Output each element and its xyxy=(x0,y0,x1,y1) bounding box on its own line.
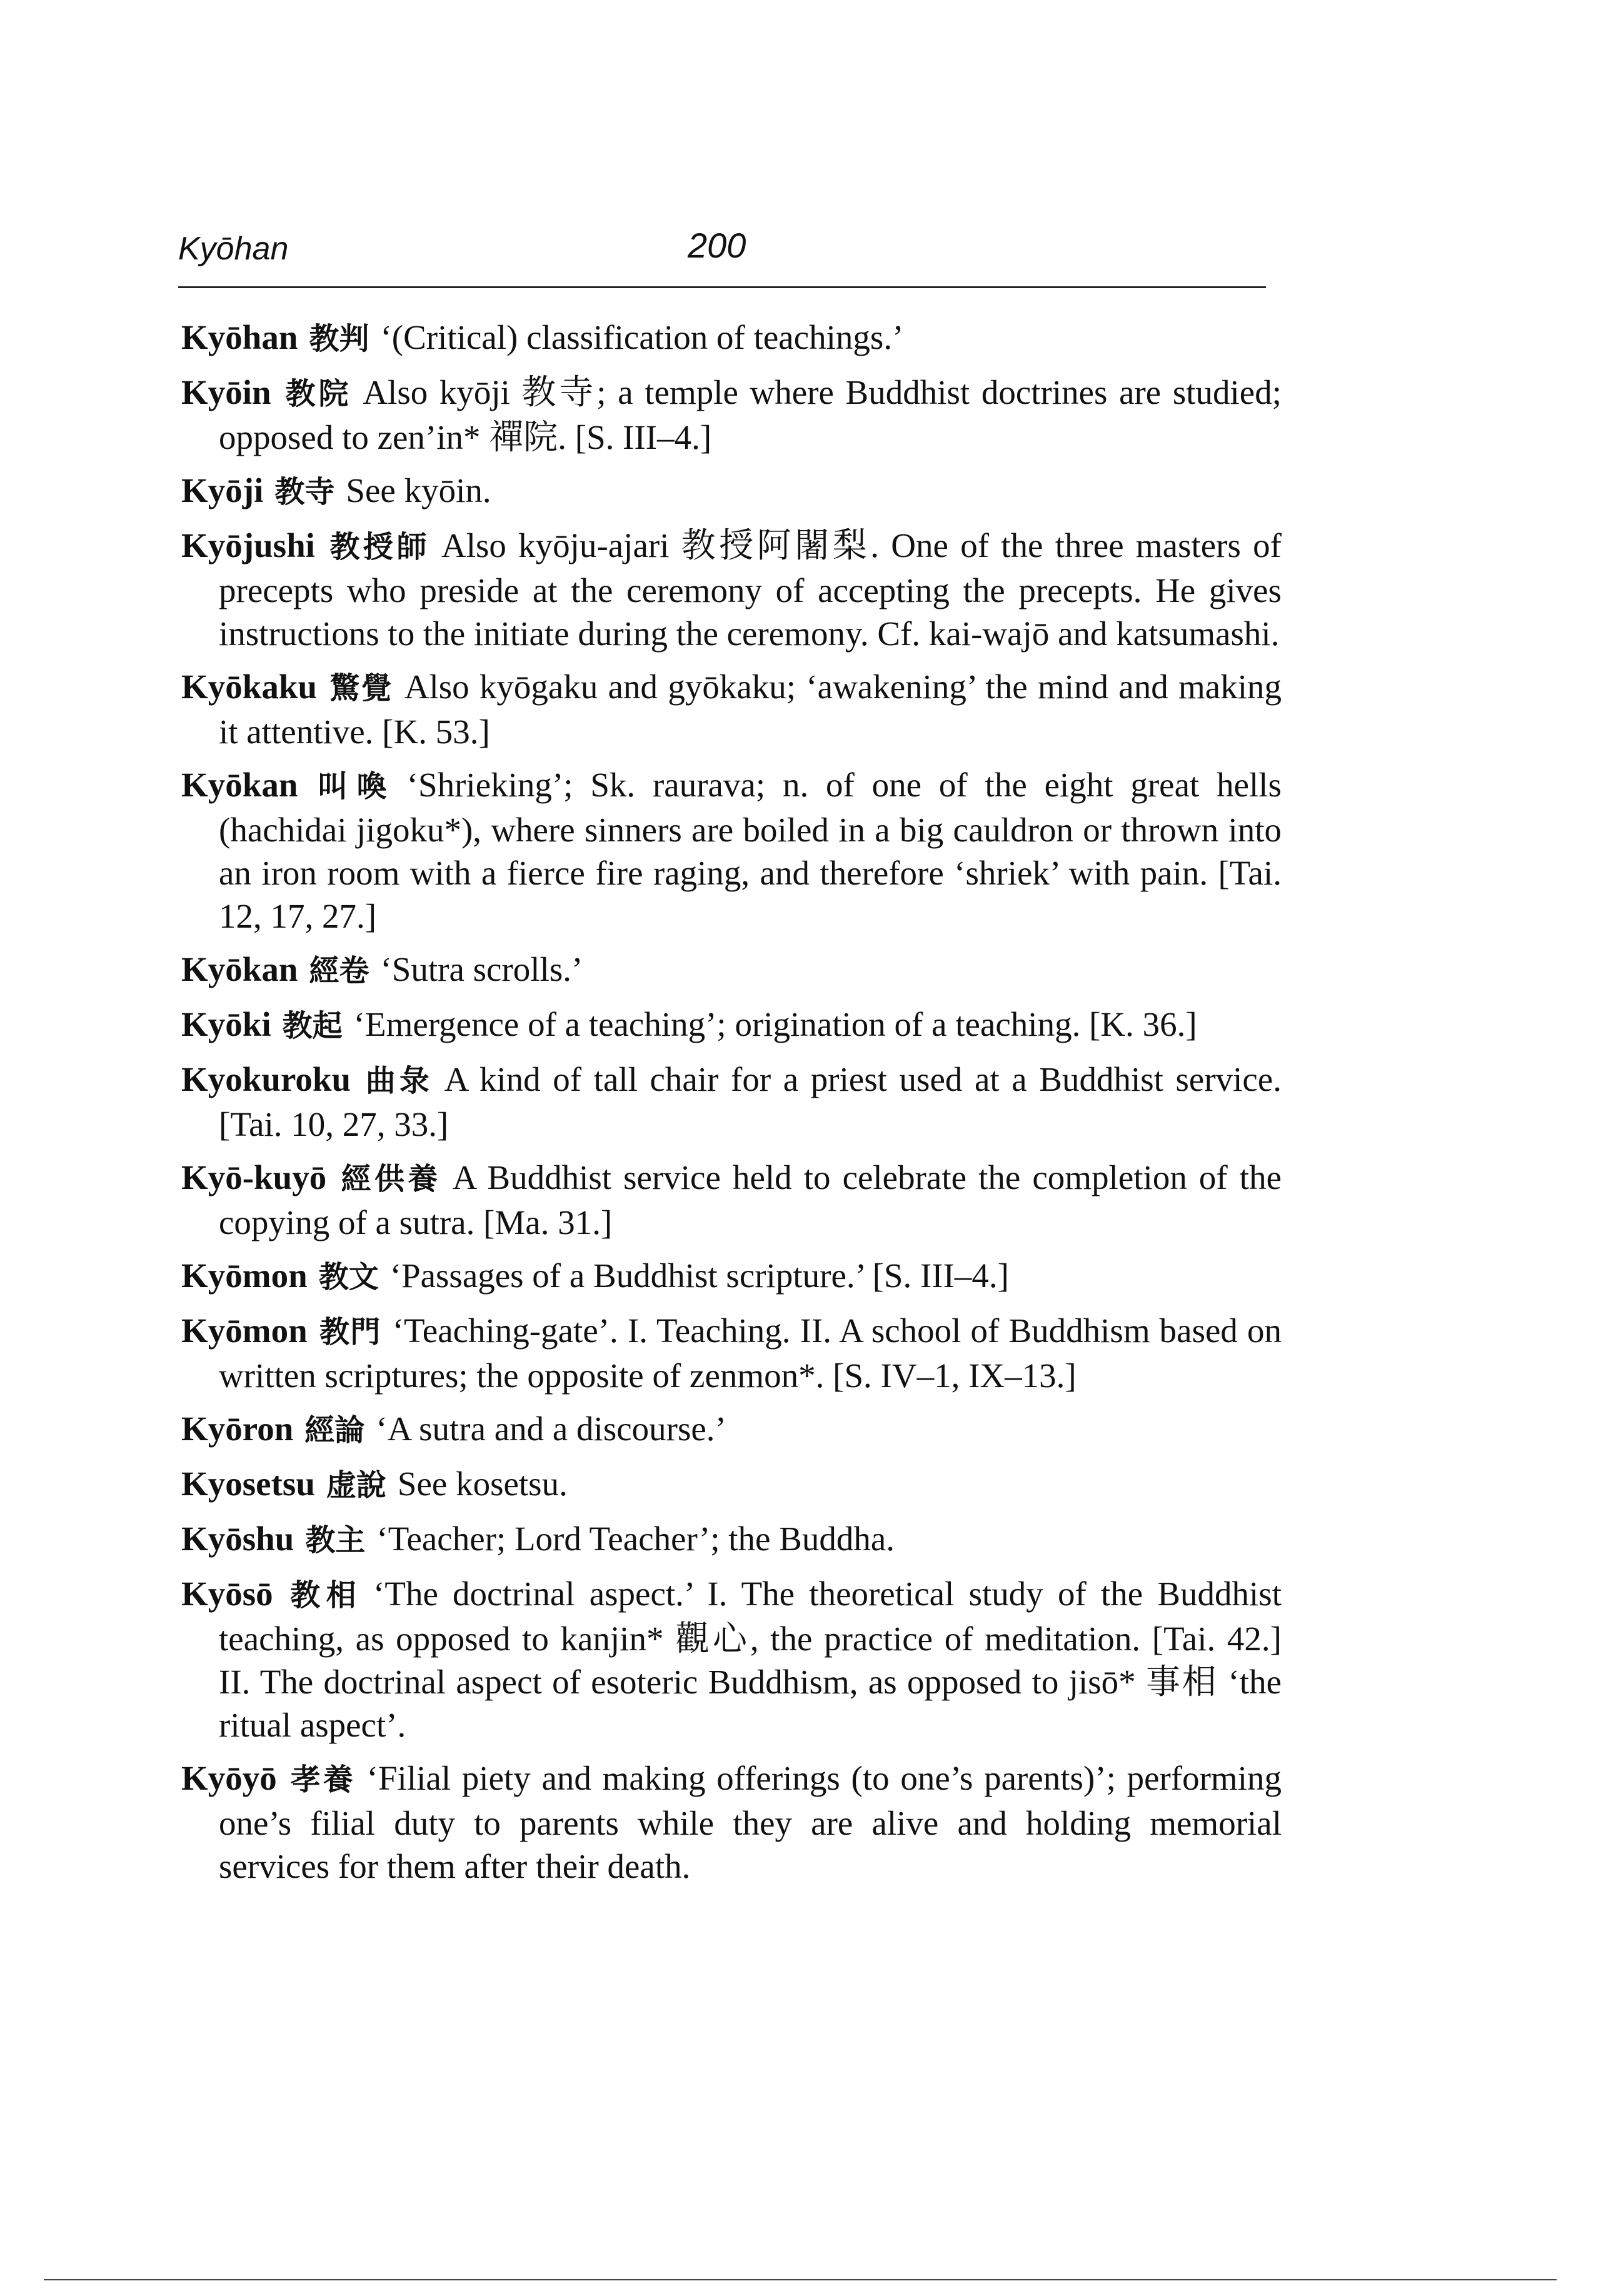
headword: Kyōmon xyxy=(181,1311,308,1350)
kanji: 教相 xyxy=(284,1578,363,1613)
kanji: 教院 xyxy=(282,376,352,411)
entry-kyoron xyxy=(181,1407,1282,1452)
definition: Also kyōji 教寺; a temple where Buddhist doctrines are studied; opposed to zen’in* 禪院. [S. III–4.] xyxy=(219,373,1282,456)
entry-kyojushi xyxy=(181,524,1282,655)
dictionary-entries xyxy=(181,316,1282,1898)
running-head: Kyōhan xyxy=(178,231,289,267)
headword: Kyōsō xyxy=(181,1575,273,1613)
page-header xyxy=(178,226,1266,286)
kanji: 曲彔 xyxy=(362,1063,433,1098)
entry-kyoyo xyxy=(181,1757,1282,1888)
definition: See kosetsu. xyxy=(397,1465,568,1503)
kanji: 經卷 xyxy=(309,953,369,988)
definition: ‘Shrieking’; Sk. raurava; n. of one of the eight great hells (hachidai jigoku*), where sinners are boiled in a big cauldron or thrown into an iron room with a fierce fire raging, and therefore ‘shriek’ with pain. [Tai. 12, 17, 27.] xyxy=(219,766,1282,935)
kanji: 孝養 xyxy=(288,1762,356,1797)
headword: Kyōki xyxy=(181,1005,271,1043)
kanji: 教授師 xyxy=(326,529,431,564)
headword: Kyōkaku xyxy=(181,668,318,706)
headword: Kyōji xyxy=(181,471,264,509)
entry-kyoki xyxy=(181,1003,1282,1048)
entry-kyokan-shrieking xyxy=(181,763,1282,938)
headword: Kyō-kuyō xyxy=(181,1158,327,1196)
entry-kyoshu xyxy=(181,1517,1282,1562)
entry-kyokuroku xyxy=(181,1058,1282,1146)
entry-kyoso xyxy=(181,1572,1282,1747)
entry-kyo-kuyo xyxy=(181,1156,1282,1244)
bottom-edge-rule xyxy=(44,2279,1557,2280)
entry-kyomon-gate xyxy=(181,1309,1282,1397)
headword: Kyōyō xyxy=(181,1759,277,1797)
kanji: 經論 xyxy=(304,1413,365,1448)
kanji: 叫喚 xyxy=(309,769,396,804)
kanji: 驚覺 xyxy=(328,671,393,706)
definition: ‘Emergence of a teaching’; origination of a teaching. [K. 36.] xyxy=(353,1005,1197,1043)
headword: Kyōin xyxy=(181,373,271,411)
kanji: 教判 xyxy=(309,321,369,356)
definition: See kyōin. xyxy=(346,471,491,509)
definition: ‘Passages of a Buddhist scripture.’ [S. III–4.] xyxy=(389,1256,1009,1295)
headword: Kyōmon xyxy=(181,1256,308,1295)
headword: Kyōhan xyxy=(181,318,298,356)
definition: A Buddhist service held to celebrate the completion of the copying of a sutra. [Ma. 31.] xyxy=(219,1158,1282,1241)
entry-kyohan xyxy=(181,316,1282,361)
definition: ‘The doctrinal aspect.’ I. The theoretical study of the Buddhist teaching, as opposed to kanjin* 觀心, the practice of meditation. [Tai. 42.] II. The doctrinal aspect of esoteric Buddhism, as opposed to jisō* 事相 ‘the ritual aspect’. xyxy=(219,1575,1282,1744)
page-number: 200 xyxy=(688,226,746,265)
header-rule xyxy=(178,286,1266,288)
kanji: 教文 xyxy=(318,1260,379,1295)
kanji: 教門 xyxy=(318,1315,381,1350)
headword: Kyōkan xyxy=(181,950,298,988)
entry-kyoji xyxy=(181,469,1282,514)
definition: ‘Filial piety and making offerings (to one’s parents)’; performing one’s filial duty to parents while they are alive and holding memorial services for them after their death. xyxy=(219,1759,1282,1885)
kanji: 教主 xyxy=(305,1523,366,1558)
headword: Kyōkan xyxy=(181,766,298,804)
definition: ‘Sutra scrolls.’ xyxy=(380,950,583,988)
entry-kyokan-scrolls xyxy=(181,948,1282,993)
kanji: 教寺 xyxy=(274,474,335,509)
entry-kyokaku xyxy=(181,665,1282,753)
headword: Kyokuroku xyxy=(181,1060,351,1098)
headword: Kyōshu xyxy=(181,1520,294,1558)
kanji: 教起 xyxy=(282,1008,343,1043)
entry-kyoin xyxy=(181,371,1282,459)
definition: ‘Teacher; Lord Teacher’; the Buddha. xyxy=(376,1520,895,1558)
definition: Also kyōju-ajari 教授阿闍梨. One of the three masters of precepts who preside at the ceremony of accepting the precepts. He gives instructions to the initiate during the ceremony. Cf. kai-wajō and katsumashi. xyxy=(219,526,1282,653)
headword: Kyōron xyxy=(181,1410,294,1448)
definition: ‘Teaching-gate’. I. Teaching. II. A school of Buddhism based on written scriptures; the opposite of zenmon*. [S. IV–1, IX–13.] xyxy=(219,1311,1282,1395)
kanji: 虚說 xyxy=(326,1468,386,1503)
definition: ‘(Critical) classification of teachings.’ xyxy=(380,318,904,356)
headword: Kyōjushi xyxy=(181,526,315,564)
headword: Kyosetsu xyxy=(181,1465,315,1503)
kanji: 經供養 xyxy=(338,1161,441,1196)
definition: Also kyōgaku and gyōkaku; ‘awakening’ the mind and making it attentive. [K. 53.] xyxy=(219,668,1282,751)
entry-kyomon-passages xyxy=(181,1254,1282,1299)
definition: A kind of tall chair for a priest used at a Buddhist service. [Tai. 10, 27, 33.] xyxy=(219,1060,1282,1143)
entry-kyosetsu xyxy=(181,1462,1282,1507)
definition: ‘A sutra and a discourse.’ xyxy=(376,1410,726,1448)
